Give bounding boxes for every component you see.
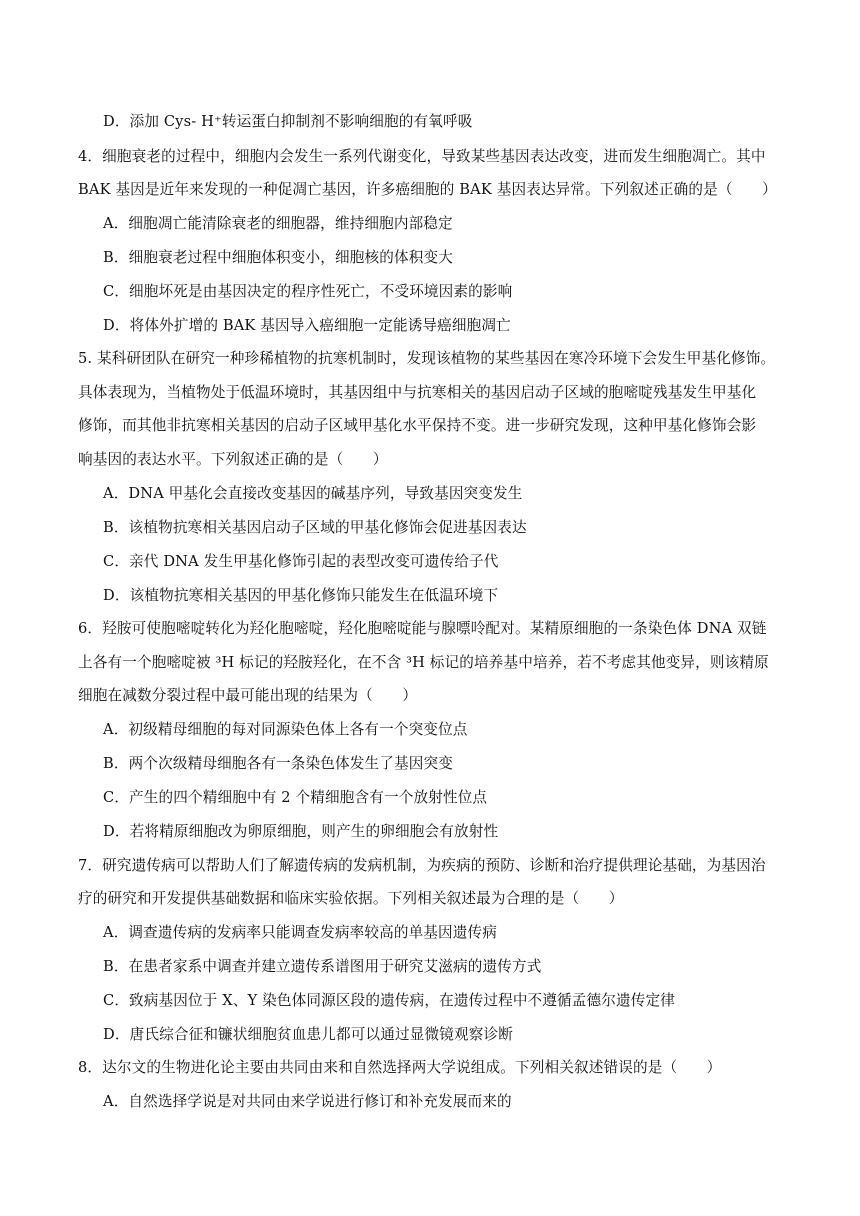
q4-option-b: B．细胞衰老过程中细胞体积变小，细胞核的体积变大 <box>103 249 453 266</box>
q7-option-b: B．在患者家系中调查并建立遗传系谱图用于研究艾滋病的遗传方式 <box>103 958 542 975</box>
q5-stem-line-1: 5. 某科研团队在研究一种珍稀植物的抗寒机制时，发现该植物的某些基因在寒冷环境下会发生甲基化修饰。 <box>78 350 776 367</box>
q6-stem-line-3: 细胞在减数分裂过程中最可能出现的结果为（ ） <box>78 687 418 704</box>
q4-option-c: C．细胞坏死是由基因决定的程序性死亡，不受环境因素的影响 <box>103 283 513 300</box>
q7-option-d: D．唐氏综合征和镰状细胞贫血患儿都可以通过显微镜观察诊断 <box>103 1026 513 1043</box>
q7-option-c: C．致病基因位于 X、Y 染色体同源区段的遗传病，在遗传过程中不遵循孟德尔遗传定律 <box>103 992 675 1009</box>
q3-option-d: D．添加 Cys- H⁺转运蛋白抑制剂不影响细胞的有氧呼吸 <box>103 113 473 130</box>
q5-option-c: C．亲代 DNA 发生甲基化修饰引起的表型改变可遗传给子代 <box>103 553 499 570</box>
q6-option-a: A．初级精母细胞的每对同源染色体上各有一个突变位点 <box>103 721 468 738</box>
q4-option-a: A．细胞凋亡能清除衰老的细胞器，维持细胞内部稳定 <box>103 215 453 232</box>
q4-option-d: D．将体外扩增的 BAK 基因导入癌细胞一定能诱导癌细胞凋亡 <box>103 317 511 334</box>
q7-option-a: A．调查遗传病的发病率只能调查发病率较高的单基因遗传病 <box>103 924 498 941</box>
q5-option-d: D．该植物抗寒相关基因的甲基化修饰只能发生在低温环境下 <box>103 587 499 604</box>
q5-stem-line-2: 具体表现为，当植物处于低温环境时，其基因组中与抗寒相关的基因启动子区域的胞嘧啶残基发生甲基化 <box>78 384 757 401</box>
q8-stem-line-1: 8．达尔文的生物进化论主要由共同由来和自然选择两大学说组成。下列相关叙述错误的是（ ） <box>78 1059 722 1076</box>
q8-option-a: A．自然选择学说是对共同由来学说进行修订和补充发展而来的 <box>103 1093 512 1110</box>
q5-stem-line-3: 修饰，而其他非抗寒相关基因的启动子区域甲基化水平保持不变。进一步研究发现，这种甲基化修饰会影 <box>78 417 757 434</box>
q5-option-a: A．DNA 甲基化会直接改变基因的碱基序列，导致基因突变发生 <box>103 485 523 502</box>
q6-stem-line-1: 6．羟胺可使胞嘧啶转化为羟化胞嘧啶，羟化胞嘧啶能与腺嘌呤配对。某精原细胞的一条染色体 DNA 双链 <box>78 620 767 637</box>
q6-option-c: C．产生的四个精细胞中有 2 个精细胞含有一个放射性位点 <box>103 789 488 806</box>
q6-option-b: B．两个次级精母细胞各有一条染色体发生了基因突变 <box>103 755 453 772</box>
q4-stem-line-2: BAK 基因是近年来发现的一种促凋亡基因，许多癌细胞的 BAK 基因表达异常。下列叙述正确的是（ ） <box>78 181 777 198</box>
q6-stem-line-2: 上各有一个胞嘧啶被 ³H 标记的羟胺羟化，在不含 ³H 标记的培养基中培养，若不考虑其他变异，则该精原 <box>78 654 769 671</box>
q5-stem-line-4: 响基因的表达水平。下列叙述正确的是（ ） <box>78 451 388 468</box>
q7-stem-line-1: 7．研究遗传病可以帮助人们了解遗传病的发病机制，为疾病的预防、诊断和治疗提供理论基础，为基因治 <box>78 857 766 874</box>
q5-option-b: B．该植物抗寒相关基因启动子区域的甲基化修饰会促进基因表达 <box>103 519 527 536</box>
q7-stem-line-2: 疗的研究和开发提供基础数据和临床实验依据。下列相关叙述最为合理的是（ ） <box>78 890 624 907</box>
q4-stem-line-1: 4．细胞衰老的过程中，细胞内会发生一系列代谢变化，导致某些基因表达改变，进而发生细胞凋亡。其中 <box>78 148 766 165</box>
q6-option-d: D．若将精原细胞改为卵原细胞，则产生的卵细胞会有放射性 <box>103 823 499 840</box>
